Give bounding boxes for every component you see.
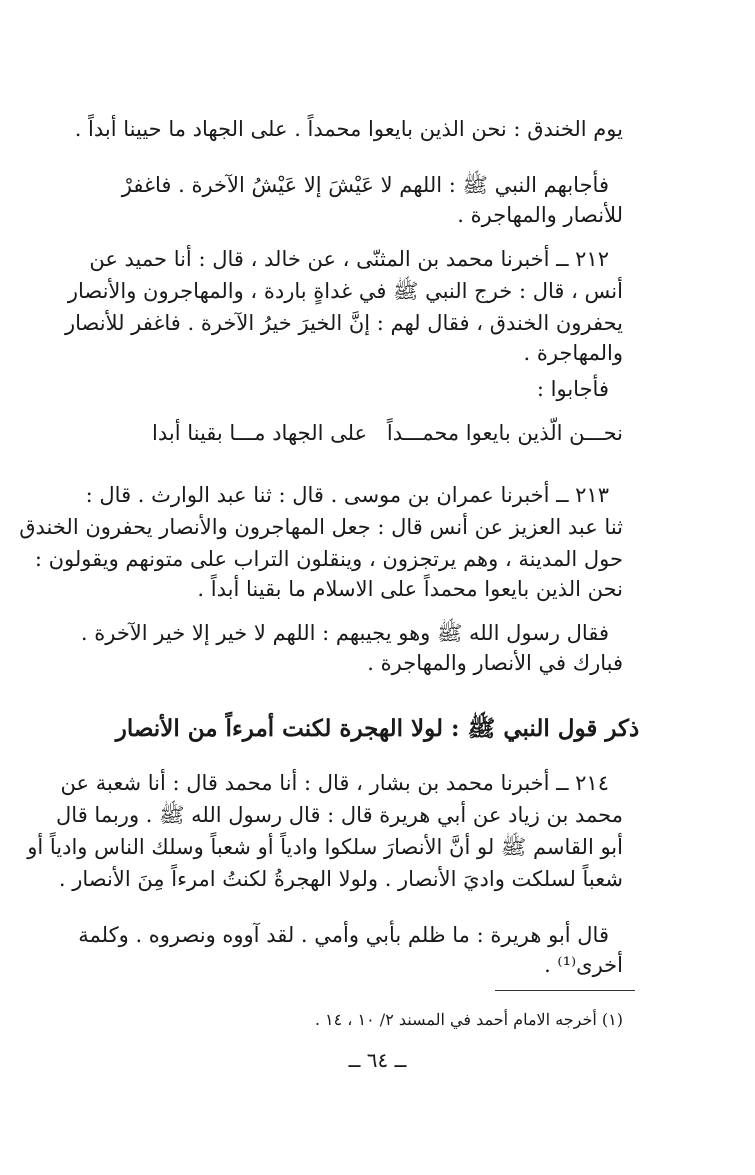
text-line: شعباً لسلكت واديَ الأنصار . ولولا الهجرةُ لكنتُ امرءاً مِنَ الأنصار . [58,867,623,891]
text-line: أبو القاسم ﷺ لو أنَّ الأنصارَ سلكوا وادياً أو شعباً وسلك الناس وادياً أو [27,835,623,859]
text-line: نحن الذين بايعوا محمداً على الاسلام ما بقينا أبداً . [197,577,623,601]
text-line: حول المدينة ، وهم يرتجزون ، وينقلون التراب على متونهم ويقولون : [34,547,623,571]
text-line: ثنا عبد العزيز عن أنس قال : جعل المهاجرون والأنصار يحفرون الخندق [19,515,623,539]
text-line: يحفرون الخندق ، فقال لهم : إنَّ الخيرَ خيرُ الآخرة . فاغفر للأنصار [64,311,623,335]
text-line: ٢١٤ ــ أخبرنا محمد بن بشار ، قال : أنا محمد قال : أنا شعبة عن [60,771,609,795]
text-line: قال أبو هريرة : ما ظلم بأبي وأمي . لقد آووه ونصروه . وكلمة [78,923,609,947]
text-line: فأجابوا : [536,377,609,401]
text-line: أخرى⁽¹⁾ . [544,953,623,977]
text-line: فقال رسول الله ﷺ وهو يجيبهم : اللهم لا خير إلا خير الآخرة . [80,621,609,645]
section-heading: ذكر قول النبي ﷺ : لولا الهجرة لكنت أمرءاً من الأنصار [115,715,640,742]
text-line: ٢١٣ ــ أخبرنا عمران بن موسى . قال : ثنا عبد الوارث . قال : [85,483,609,507]
text-line: يوم الخندق : نحن الذين بايعوا محمداً . على الجهاد ما حيينا أبداً . [74,117,623,141]
text-line: محمد بن زياد عن أبي هريرة قال : قال رسول الله ﷺ . وربما قال [56,803,623,827]
text-line: للأنصار والمهاجرة . [457,203,623,227]
footnote-divider [495,990,635,991]
verse-second-hemistich: على الجهاد مـــا بقينا أبدا [152,421,368,445]
text-line: فبارك في الأنصار والمهاجرة . [367,651,623,675]
verse-first-hemistich: نحـــن الّذين بايعوا محمـــداً [386,421,623,445]
text-line: فأجابهم النبي ﷺ : اللهم لا عَيْشَ إلا عَيْشُ الآخرة . فاغفرْ [121,173,609,197]
page-number: ــ ٦٤ ــ [348,1048,407,1072]
text-line: ٢١٢ ــ أخبرنا محمد بن المثنّى ، عن خالد ، قال : أنا حميد عن [89,247,609,271]
text-line: والمهاجرة . [523,341,623,365]
text-line: أنس ، قال : خرج النبي ﷺ في غداةٍ باردة ، والمهاجرون والأنصار [67,279,623,303]
footnote: (١) أخرجه الامام أحمد في المسند ٢/ ١٠ ، ١٤ . [314,1010,623,1029]
